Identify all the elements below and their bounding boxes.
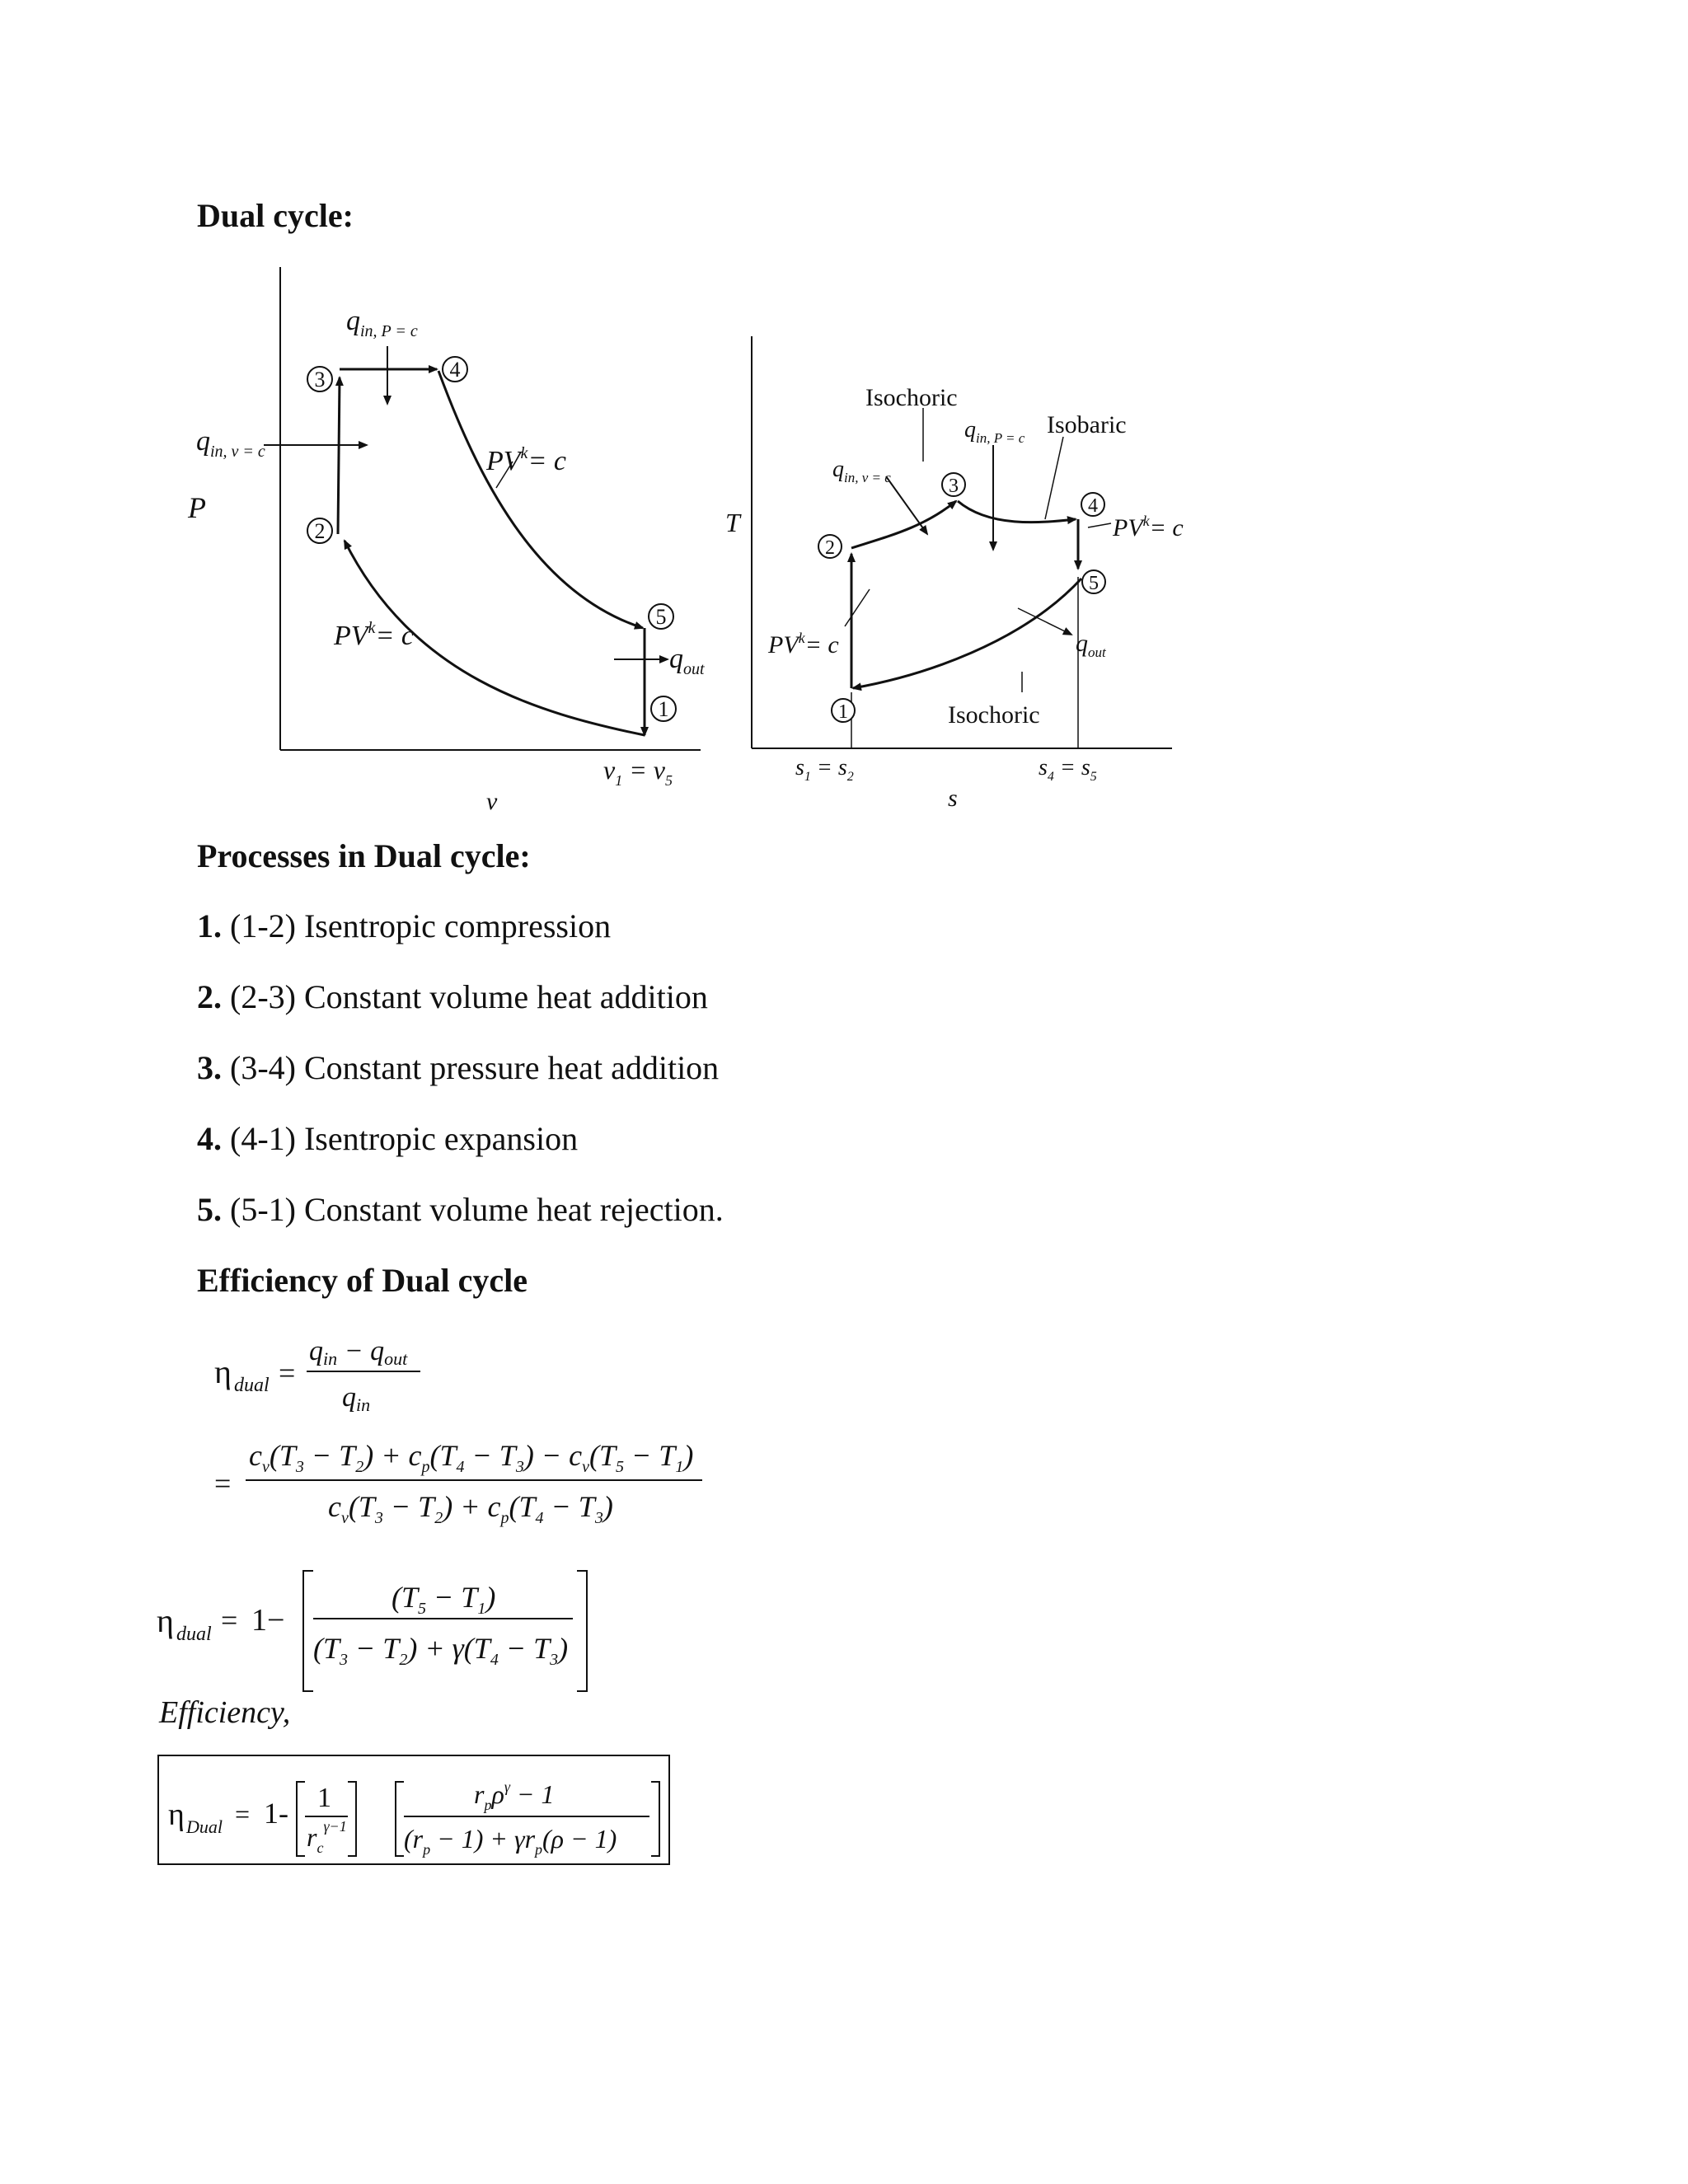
pv-state-3 (307, 367, 332, 391)
pv-pvk-lower: $PV^k= c$ (334, 619, 414, 651)
svg-text:(rp − 1) + γrp(ρ − 1): $(r_p - 1) + \gamma r_p(\rho - 1)$ (404, 1824, 617, 1858)
ts-y-label: T (725, 508, 740, 537)
svg-text:2: 2 (314, 519, 326, 543)
ts-isobaric: Isobaric (1047, 411, 1127, 438)
svg-text:3: 3 (314, 368, 326, 391)
pv-x-label: v (486, 788, 498, 815)
svg-text:η: η (168, 1797, 185, 1832)
svg-text:1−: 1− (251, 1603, 285, 1638)
pv-state-2 (307, 518, 332, 543)
svg-text:5: 5 (1089, 573, 1099, 594)
svg-text:Dual: Dual (186, 1816, 223, 1837)
pv-qout-label: $q_{out}$ (669, 644, 705, 678)
pv-y-label: P (188, 491, 206, 524)
ts-isochoric-top: Isochoric (865, 384, 958, 411)
pv-diagram (181, 264, 717, 824)
ts-qin-v-label: $q_{in, v = c}$ (832, 457, 891, 485)
equation-temperatures (214, 1439, 702, 1527)
ts-state-1 (832, 699, 855, 723)
processes-heading: Processes in Dual cycle: (197, 837, 531, 874)
pv-state-5 (649, 604, 673, 629)
ts-s4s5-label: $s_4 = s_5$ (1039, 755, 1097, 784)
ts-process-3-4 (958, 501, 1076, 523)
ts-qout-label: $q_{out}$ (1076, 630, 1106, 660)
ts-isochoric-bottom: Isochoric (948, 701, 1040, 729)
ts-process-5-1 (853, 579, 1081, 688)
ts-diagram (725, 330, 1220, 832)
svg-text:dual: dual (234, 1375, 270, 1396)
svg-text:(T5 − T1): $(T_5 - T_1)$ (392, 1581, 496, 1618)
svg-text:cv(T3 − T2) + cp(T4 − T3) − cv: $c_v(T_3 - T_2) + c_p(T_4 - T_3) - c_v(T_5 - T_1)$ (249, 1439, 694, 1476)
efficiency-heading: Efficiency of Dual cycle (197, 1262, 528, 1299)
ts-s1s2-label: $s_1 = s_2$ (795, 755, 854, 784)
process-item-1: 1. (1-2) Isentropic compression (197, 907, 612, 944)
ts-process-2-3 (851, 501, 956, 548)
equation-gamma (157, 1571, 587, 1691)
svg-text:dual: dual (176, 1624, 212, 1645)
svg-text:rcγ−1: $r_c^{\gamma-1}$ (307, 1818, 347, 1856)
efficiency-label: Efficiency, (159, 1695, 291, 1730)
svg-text:2: 2 (825, 537, 835, 559)
ts-x-label: s (948, 785, 958, 812)
svg-text:qin: qin (342, 1382, 371, 1415)
ts-qin-p-label: $q_{in, P = c}$ (964, 417, 1025, 446)
svg-text:=: = (235, 1799, 251, 1829)
svg-text:1: 1 (838, 701, 848, 723)
svg-text:5: 5 (655, 605, 667, 629)
process-item-5: 5. (5-1) Constant volume heat rejection. (197, 1191, 724, 1228)
svg-text:(T3 − T2) + γ(T4 − T3): $(T_3 - T_2) + \gamma(T_4 - T_3)$ (313, 1632, 569, 1669)
svg-text:1: 1 (658, 697, 669, 721)
svg-text:4: 4 (449, 358, 461, 382)
process-item-3: 3. (3-4) Constant pressure heat addition (197, 1049, 720, 1086)
ts-qin-v-arrow (886, 476, 927, 534)
svg-text:=: = (279, 1357, 296, 1390)
svg-text:3: 3 (949, 476, 959, 497)
equation-definition (214, 1336, 420, 1415)
svg-text:η: η (157, 1602, 174, 1639)
svg-text:1-: 1- (264, 1797, 288, 1830)
page-title: Dual cycle: (197, 197, 354, 234)
ts-state-2 (818, 535, 842, 559)
ts-pvk-right: $PV^k= c$ (1113, 513, 1184, 541)
process-item-4: 4. (4-1) Isentropic expansion (197, 1120, 579, 1157)
svg-text:=: = (214, 1467, 232, 1500)
pv-process-4-5 (438, 371, 643, 628)
svg-text:qin − qout: qin − qout (309, 1336, 408, 1369)
pv-pvk-upper: $PV^k= c$ (486, 444, 566, 476)
svg-text:=: = (221, 1604, 238, 1637)
pv-qin-p-label: $q_{in, P = c}$ (346, 306, 418, 340)
svg-text:cv(T3 − T2) + cp(T4 − T3): $c_v(T_3 - T_2) + c_p(T_4 - T_3)$ (328, 1490, 613, 1527)
ts-state-5 (1082, 570, 1105, 594)
svg-text:4: 4 (1088, 495, 1098, 517)
ts-state-3 (942, 473, 965, 497)
ts-state-4 (1081, 493, 1104, 517)
process-item-2: 2. (2-3) Constant volume heat addition (197, 978, 708, 1015)
svg-text:rpργ − 1: $r_p\rho^\gamma - 1$ (474, 1779, 555, 1813)
svg-text:η: η (214, 1353, 232, 1390)
pv-state-1 (651, 696, 676, 721)
pv-state-4 (443, 357, 467, 382)
final-efficiency-box (157, 1754, 676, 1869)
pv-qin-v-label: $q_{in, v = c}$ (196, 426, 265, 461)
ts-pvk-left: $PV^k= c$ (768, 630, 839, 658)
pv-v1v5-label: $v_1 = v_5$ (603, 755, 673, 789)
svg-text:1: 1 (317, 1783, 331, 1813)
pv-process-2-3 (338, 377, 340, 534)
